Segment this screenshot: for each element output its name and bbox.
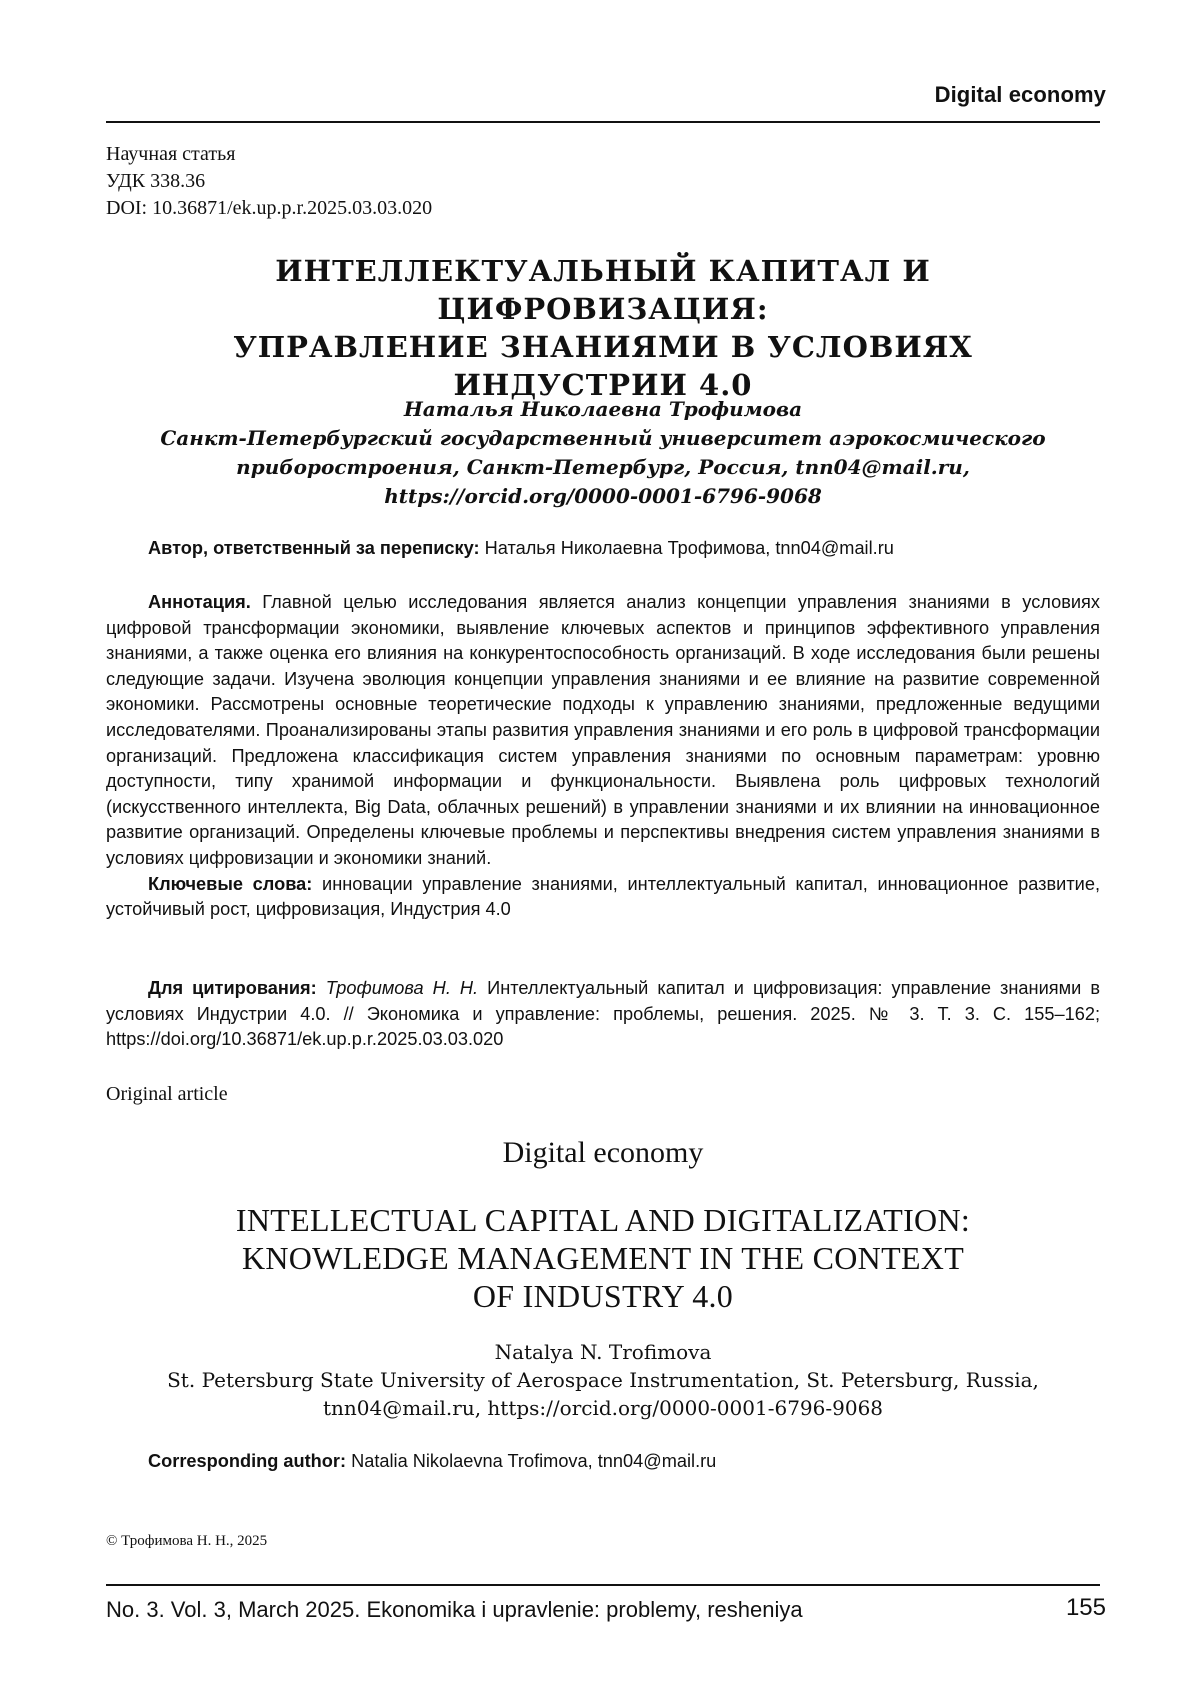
ru-affiliation-line: приборостроения, Санкт-Петербург, Россия, tnn04@mail.ru, bbox=[236, 455, 970, 479]
ru-keywords-label: Ключевые слова: bbox=[148, 873, 313, 894]
article-type: Научная статья bbox=[106, 143, 236, 165]
ru-citation-label: Для цитирования: bbox=[148, 978, 317, 998]
en-title-line: OF INDUSTRY 4.0 bbox=[472, 1278, 734, 1314]
en-title-line: KNOWLEDGE MANAGEMENT IN THE CONTEXT bbox=[241, 1240, 965, 1276]
ru-keywords-text: инновации управление знаниями, интеллектуальный капитал, инновационное развитие, устойчивый рост, цифровизация, Индустрия 4.0 bbox=[106, 873, 1101, 920]
ru-article-title bbox=[106, 252, 1100, 404]
en-corresponding-label: Corresponding author: bbox=[148, 1451, 347, 1471]
en-author-block bbox=[106, 1338, 1100, 1422]
article-meta bbox=[106, 141, 432, 222]
en-corresponding-value: Natalia Nikolaevna Trofimova, tnn04@mail.ru bbox=[351, 1451, 717, 1471]
ru-citation-author: Трофимова Н. Н. bbox=[325, 978, 479, 998]
ru-title-line: ИНТЕЛЛЕКТУАЛЬНЫЙ КАПИТАЛ И ЦИФРОВИЗАЦИЯ: bbox=[275, 254, 931, 326]
ru-corresponding-value: Наталья Николаевна Трофимова, tnn04@mail.ru bbox=[484, 538, 894, 558]
ru-affiliation-line: Санкт-Петербургский государственный университет аэрокосмического bbox=[160, 426, 1046, 450]
ru-abstract-label: Аннотация. bbox=[148, 592, 251, 612]
en-contact-line[interactable]: tnn04@mail.ru, https://orcid.org/0000-0001-6796-9068 bbox=[322, 1396, 884, 1420]
copyright-notice: © Трофимова Н. Н., 2025 bbox=[106, 1533, 268, 1549]
running-header-rubric: Digital economy bbox=[934, 82, 1106, 107]
doi[interactable]: DOI: 10.36871/ek.up.p.r.2025.03.03.020 bbox=[106, 197, 433, 219]
en-title-line: INTELLECTUAL CAPITAL AND DIGITALIZATION: bbox=[235, 1202, 971, 1238]
en-rubric: Digital economy bbox=[502, 1136, 704, 1169]
footer-divider bbox=[106, 1584, 1100, 1586]
ru-title-line: ИНДУСТРИИ 4.0 bbox=[453, 368, 753, 402]
en-article-type: Original article bbox=[106, 1083, 228, 1105]
ru-citation bbox=[106, 976, 1100, 1053]
en-author-name: Natalya N. Trofimova bbox=[494, 1340, 712, 1364]
ru-abstract bbox=[106, 590, 1100, 872]
ru-abstract-text: Главной целью исследования является анализ концепции управления знаниями в условиях цифровой трансформации экономики, выявление ключевых аспектов и принципов эффективного управления знаниями, а также оценка его влияния на конкурентоспособность организаций. В ходе исследования были решены следующие задачи. Изучена эволюция концепции управления знаниями и ее влияние на развитие современной экономики. Рассмотрены основные теоретические подходы к управлению знаниями, предложенные ведущими исследователями. Проанализированы этапы развития управления знаниями и его роль в цифровой трансформации организаций. Предложена классификация систем управления знаниями по основным параметрам: уровню доступности, типу хранимой информации и функциональности. Выявлена роль цифровых технологий (искусственного интеллекта, Big Data, облачных решений) в управлении знаниями и их влиянии на инновационное развитие организаций. Определены ключевые проблемы и перспективы внедрения систем управления знаниями в условиях цифровизации и экономики знаний. bbox=[106, 592, 1100, 868]
ru-citation-text: Интеллектуальный капитал и цифровизация: управление знаниями в условиях Индустрии 4.0. // Экономика и управление: проблемы, решения. 2025. № 3. Т. 3. С. 155–162; https://doi.org/10.36871/ek.up.p.r.2025.03.03.020 bbox=[106, 978, 1100, 1050]
en-affiliation-line: St. Petersburg State University of Aerospace Instrumentation, St. Petersburg, Russia, bbox=[167, 1368, 1039, 1392]
en-corresponding-author bbox=[106, 1449, 1100, 1475]
header-divider bbox=[106, 121, 1100, 123]
ru-corresponding-label: Автор, ответственный за переписку: bbox=[148, 538, 480, 558]
ru-author-name: Наталья Николаевна Трофимова bbox=[403, 397, 803, 421]
ru-abstract-section bbox=[106, 590, 1100, 923]
ru-author-block bbox=[106, 395, 1100, 511]
en-article-title bbox=[106, 1201, 1100, 1315]
footer-journal-info: No. 3. Vol. 3, March 2025. Ekonomika i upravlenie: problemy, resheniya bbox=[106, 1597, 803, 1622]
page-number: 155 bbox=[1065, 1594, 1106, 1621]
ru-title-line: УПРАВЛЕНИЕ ЗНАНИЯМИ В УСЛОВИЯХ bbox=[233, 330, 973, 364]
ru-orcid-link[interactable]: https://orcid.org/0000-0001-6796-9068 bbox=[384, 484, 822, 508]
udc-code: УДК 338.36 bbox=[106, 170, 206, 192]
ru-keywords bbox=[106, 872, 1100, 923]
ru-corresponding-author bbox=[106, 536, 1100, 562]
